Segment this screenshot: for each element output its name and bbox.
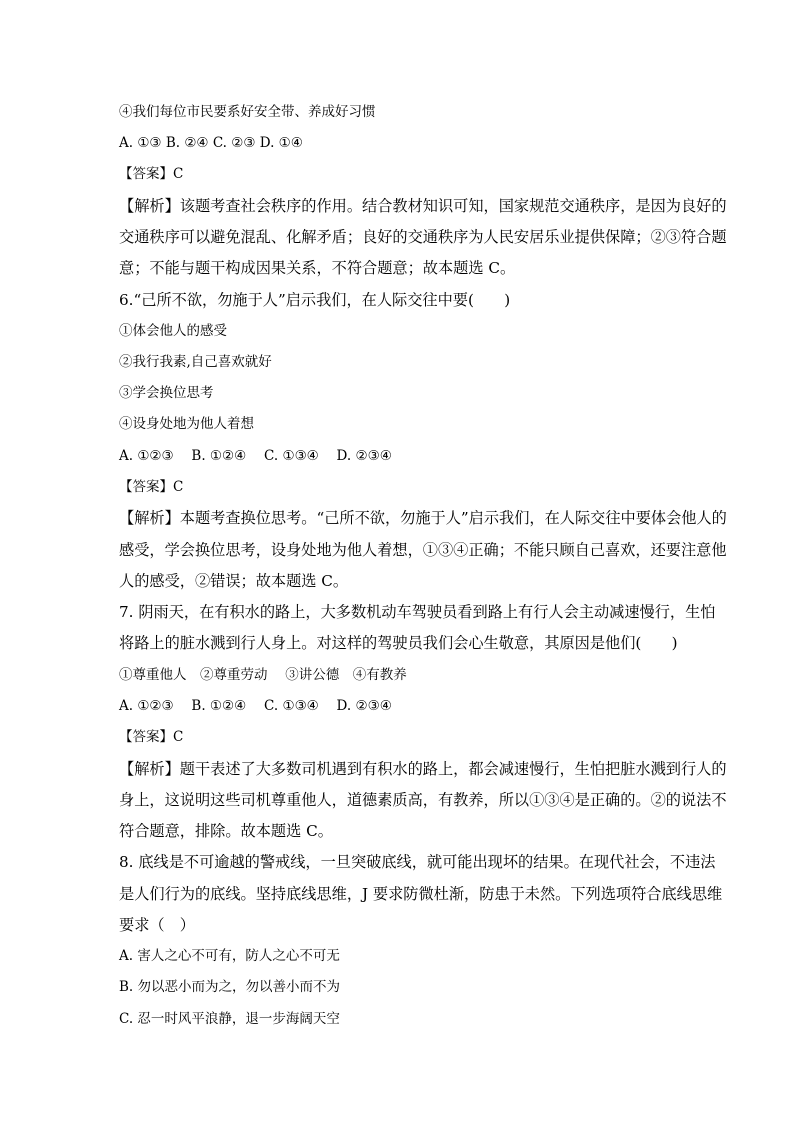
answer-q5: 【答案】C [119,166,184,182]
question-7-line-2: 将路上的脏水溅到行人身上。对这样的驾驶员我们会心生敬意，其原因是他们( ) [119,634,678,652]
choice-b-q8: B. 勿以恶小而为之，勿以善小而不为 [119,979,341,995]
analysis-q5-line-3: 意；不能与题干构成因果关系，不符合题意；故本题选 C。 [119,259,516,277]
choices-q7: A. ①②③ B. ①②④ C. ①③④ D. ②③④ [119,698,392,714]
option-3-q6: ③学会换位思考 [119,385,214,401]
option-1-q6: ①体会他人的感受 [119,323,227,339]
choice-c-q8: C. 忍一时风平浪静，退一步海阔天空 [119,1011,340,1027]
analysis-q7-line-2: 身上，这说明这些司机尊重他人，道德素质高，有教养，所以①③④是正确的。②的说法不 [119,791,727,809]
choice-a-q8: A. 害人之心不可有，防人之心不可无 [119,948,340,964]
question-6: 6.“己所不欲，勿施于人”启示我们，在人际交往中要( ) [119,291,511,309]
choices-q6: A. ①②③ B. ①②④ C. ①③④ D. ②③④ [119,448,392,464]
analysis-q5-line-2: 交通秩序可以避免混乱、化解矛盾；良好的交通秩序为人民安居乐业提供保障；②③符合题 [119,228,727,246]
option-4-q6: ④设身处地为他人着想 [119,416,254,432]
question-7-line-1: 7. 阴雨天，在有积水的路上，大多数机动车驾驶员看到路上有行人会主动减速慢行，生怕 [119,603,716,621]
analysis-q7-line-1: 【解析】题干表述了大多数司机遇到有积水的路上，都会减速慢行，生怕把脏水溅到行人的 [119,760,727,778]
analysis-q7-line-3: 符合题意，排除。故本题选 C。 [119,822,333,840]
option-4-q5: ④我们每位市民要系好安全带、养成好习惯 [119,104,376,120]
option-2-q6: ②我行我素,自己喜欢就好 [119,354,272,370]
analysis-q6-line-1: 【解析】本题考查换位思考。“己所不欲，勿施于人”启示我们，在人际交往中要体会他人的 [119,509,727,527]
analysis-q5-line-1: 【解析】该题考查社会秩序的作用。结合教材知识可知，国家规范交通秩序，是因为良好的 [119,197,727,215]
analysis-q6-line-2: 感受，学会换位思考，设身处地为他人着想，①③④正确；不能只顾自己喜欢，还要注意他 [119,541,727,559]
analysis-q6-line-3: 人的感受，②错误；故本题选 C。 [119,572,349,590]
answer-q7: 【答案】C [119,729,184,745]
question-8-line-1: 8. 底线是不可逾越的警戒线，一旦突破底线，就可能出现坏的结果。在现代社会，不违法 [119,853,716,871]
question-8-line-2: 是人们行为的底线。坚持底线思维，J 要求防微杜渐，防患于未然。下列选项符合底线思维 [119,885,723,903]
answer-q6: 【答案】C [119,479,184,495]
choices-q5: A. ①③ B. ②④ C. ②③ D. ①④ [119,135,303,151]
options-q7: ①尊重他人 ②尊重劳动 ③讲公德 ④有教养 [119,667,407,683]
question-8-line-3: 要求（ ） [119,916,195,934]
